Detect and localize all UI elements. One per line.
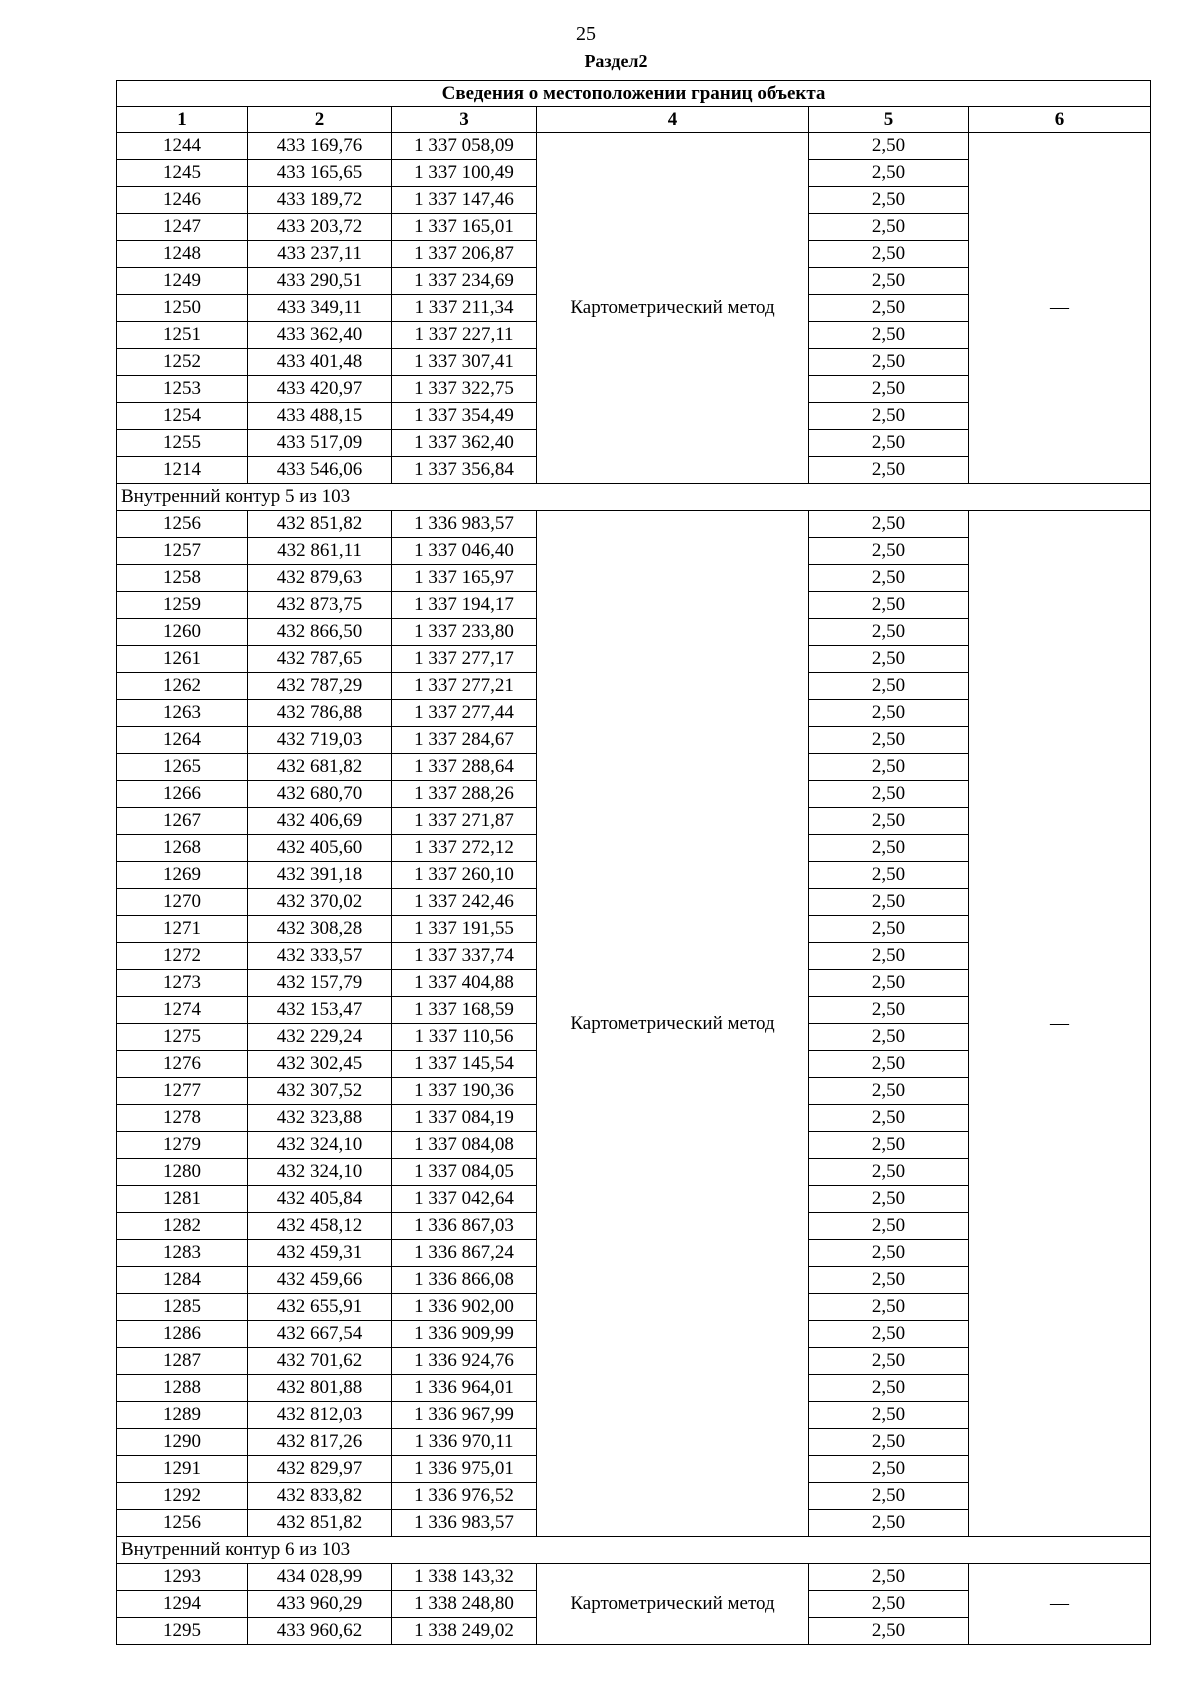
y-coordinate-cell: 1 336 983,57: [392, 511, 537, 538]
accuracy-cell: 2,50: [809, 1051, 969, 1078]
x-coordinate-cell: 433 960,62: [248, 1618, 392, 1645]
column-6-cell: —: [969, 133, 1151, 484]
x-coordinate-cell: 432 323,88: [248, 1105, 392, 1132]
point-number-cell: 1253: [117, 376, 248, 403]
accuracy-cell: 2,50: [809, 538, 969, 565]
x-coordinate-cell: 432 861,11: [248, 538, 392, 565]
point-number-cell: 1284: [117, 1267, 248, 1294]
y-coordinate-cell: 1 337 337,74: [392, 943, 537, 970]
y-coordinate-cell: 1 337 272,12: [392, 835, 537, 862]
x-coordinate-cell: 432 458,12: [248, 1213, 392, 1240]
accuracy-cell: 2,50: [809, 1213, 969, 1240]
x-coordinate-cell: 433 401,48: [248, 349, 392, 376]
x-coordinate-cell: 432 655,91: [248, 1294, 392, 1321]
x-coordinate-cell: 433 290,51: [248, 268, 392, 295]
point-number-cell: 1246: [117, 187, 248, 214]
accuracy-cell: 2,50: [809, 1429, 969, 1456]
accuracy-cell: 2,50: [809, 1240, 969, 1267]
point-number-cell: 1272: [117, 943, 248, 970]
x-coordinate-cell: 432 308,28: [248, 916, 392, 943]
accuracy-cell: 2,50: [809, 646, 969, 673]
y-coordinate-cell: 1 337 084,08: [392, 1132, 537, 1159]
column-6-cell: —: [969, 1564, 1151, 1645]
point-number-cell: 1285: [117, 1294, 248, 1321]
accuracy-cell: 2,50: [809, 376, 969, 403]
x-coordinate-cell: 434 028,99: [248, 1564, 392, 1591]
column-number: 6: [969, 107, 1151, 133]
y-coordinate-cell: 1 337 168,59: [392, 997, 537, 1024]
x-coordinate-cell: 432 459,31: [248, 1240, 392, 1267]
accuracy-cell: 2,50: [809, 1267, 969, 1294]
accuracy-cell: 2,50: [809, 700, 969, 727]
accuracy-cell: 2,50: [809, 430, 969, 457]
point-number-cell: 1286: [117, 1321, 248, 1348]
point-number-cell: 1258: [117, 565, 248, 592]
x-coordinate-cell: 433 488,15: [248, 403, 392, 430]
y-coordinate-cell: 1 336 964,01: [392, 1375, 537, 1402]
x-coordinate-cell: 432 719,03: [248, 727, 392, 754]
y-coordinate-cell: 1 337 307,41: [392, 349, 537, 376]
x-coordinate-cell: 432 405,60: [248, 835, 392, 862]
x-coordinate-cell: 432 302,45: [248, 1051, 392, 1078]
y-coordinate-cell: 1 337 277,21: [392, 673, 537, 700]
y-coordinate-cell: 1 336 983,57: [392, 1510, 537, 1537]
accuracy-cell: 2,50: [809, 457, 969, 484]
accuracy-cell: 2,50: [809, 322, 969, 349]
x-coordinate-cell: 432 701,62: [248, 1348, 392, 1375]
contour-label: Внутренний контур 6 из 103: [117, 1537, 1151, 1564]
page-number: 25: [576, 23, 596, 45]
accuracy-cell: 2,50: [809, 943, 969, 970]
y-coordinate-cell: 1 337 046,40: [392, 538, 537, 565]
accuracy-cell: 2,50: [809, 1375, 969, 1402]
point-number-cell: 1279: [117, 1132, 248, 1159]
point-number-cell: 1281: [117, 1186, 248, 1213]
y-coordinate-cell: 1 337 042,64: [392, 1186, 537, 1213]
y-coordinate-cell: 1 337 354,49: [392, 403, 537, 430]
point-number-cell: 1290: [117, 1429, 248, 1456]
y-coordinate-cell: 1 337 191,55: [392, 916, 537, 943]
x-coordinate-cell: 433 169,76: [248, 133, 392, 160]
point-number-cell: 1244: [117, 133, 248, 160]
point-number-cell: 1273: [117, 970, 248, 997]
accuracy-cell: 2,50: [809, 1456, 969, 1483]
y-coordinate-cell: 1 337 190,36: [392, 1078, 537, 1105]
point-number-cell: 1271: [117, 916, 248, 943]
x-coordinate-cell: 432 851,82: [248, 1510, 392, 1537]
x-coordinate-cell: 432 307,52: [248, 1078, 392, 1105]
y-coordinate-cell: 1 337 322,75: [392, 376, 537, 403]
point-number-cell: 1256: [117, 511, 248, 538]
x-coordinate-cell: 433 237,11: [248, 241, 392, 268]
point-number-cell: 1266: [117, 781, 248, 808]
x-coordinate-cell: 432 324,10: [248, 1159, 392, 1186]
accuracy-cell: 2,50: [809, 889, 969, 916]
y-coordinate-cell: 1 337 084,19: [392, 1105, 537, 1132]
y-coordinate-cell: 1 337 356,84: [392, 457, 537, 484]
y-coordinate-cell: 1 337 284,67: [392, 727, 537, 754]
point-number-cell: 1262: [117, 673, 248, 700]
column-number: 3: [392, 107, 537, 133]
column-number: 4: [537, 107, 809, 133]
point-number-cell: 1278: [117, 1105, 248, 1132]
accuracy-cell: 2,50: [809, 133, 969, 160]
point-number-cell: 1289: [117, 1402, 248, 1429]
y-coordinate-cell: 1 336 967,99: [392, 1402, 537, 1429]
y-coordinate-cell: 1 338 143,32: [392, 1564, 537, 1591]
y-coordinate-cell: 1 337 211,34: [392, 295, 537, 322]
point-number-cell: 1293: [117, 1564, 248, 1591]
x-coordinate-cell: 432 787,29: [248, 673, 392, 700]
point-number-cell: 1283: [117, 1240, 248, 1267]
x-coordinate-cell: 432 873,75: [248, 592, 392, 619]
accuracy-cell: 2,50: [809, 970, 969, 997]
table-row: [117, 133, 1151, 160]
x-coordinate-cell: 433 960,29: [248, 1591, 392, 1618]
accuracy-cell: 2,50: [809, 997, 969, 1024]
point-number-cell: 1264: [117, 727, 248, 754]
table-caption-row: [117, 81, 1151, 107]
table-caption: Сведения о местоположении границ объекта: [117, 81, 1151, 107]
x-coordinate-cell: 432 817,26: [248, 1429, 392, 1456]
y-coordinate-cell: 1 337 277,17: [392, 646, 537, 673]
accuracy-cell: 2,50: [809, 187, 969, 214]
point-number-cell: 1250: [117, 295, 248, 322]
point-number-cell: 1291: [117, 1456, 248, 1483]
y-coordinate-cell: 1 337 165,01: [392, 214, 537, 241]
y-coordinate-cell: 1 337 288,26: [392, 781, 537, 808]
accuracy-cell: 2,50: [809, 1402, 969, 1429]
accuracy-cell: 2,50: [809, 916, 969, 943]
y-coordinate-cell: 1 337 277,44: [392, 700, 537, 727]
accuracy-cell: 2,50: [809, 403, 969, 430]
x-coordinate-cell: 432 370,02: [248, 889, 392, 916]
x-coordinate-cell: 433 420,97: [248, 376, 392, 403]
point-number-cell: 1252: [117, 349, 248, 376]
x-coordinate-cell: 432 153,47: [248, 997, 392, 1024]
accuracy-cell: 2,50: [809, 349, 969, 376]
accuracy-cell: 2,50: [809, 1564, 969, 1591]
accuracy-cell: 2,50: [809, 808, 969, 835]
point-number-cell: 1254: [117, 403, 248, 430]
x-coordinate-cell: 432 157,79: [248, 970, 392, 997]
point-number-cell: 1259: [117, 592, 248, 619]
y-coordinate-cell: 1 336 976,52: [392, 1483, 537, 1510]
y-coordinate-cell: 1 336 970,11: [392, 1429, 537, 1456]
accuracy-cell: 2,50: [809, 268, 969, 295]
accuracy-cell: 2,50: [809, 592, 969, 619]
x-coordinate-cell: 432 681,82: [248, 754, 392, 781]
x-coordinate-cell: 432 866,50: [248, 619, 392, 646]
table-row: [117, 511, 1151, 538]
point-number-cell: 1247: [117, 214, 248, 241]
y-coordinate-cell: 1 337 288,64: [392, 754, 537, 781]
y-coordinate-cell: 1 337 194,17: [392, 592, 537, 619]
column-6-cell: —: [969, 511, 1151, 1537]
column-number: 2: [248, 107, 392, 133]
x-coordinate-cell: 432 405,84: [248, 1186, 392, 1213]
y-coordinate-cell: 1 337 110,56: [392, 1024, 537, 1051]
x-coordinate-cell: 432 812,03: [248, 1402, 392, 1429]
accuracy-cell: 2,50: [809, 1294, 969, 1321]
x-coordinate-cell: 432 833,82: [248, 1483, 392, 1510]
accuracy-cell: 2,50: [809, 1024, 969, 1051]
accuracy-cell: 2,50: [809, 1159, 969, 1186]
accuracy-cell: 2,50: [809, 511, 969, 538]
point-number-cell: 1269: [117, 862, 248, 889]
contour-label: Внутренний контур 5 из 103: [117, 484, 1151, 511]
x-coordinate-cell: 433 165,65: [248, 160, 392, 187]
x-coordinate-cell: 432 391,18: [248, 862, 392, 889]
y-coordinate-cell: 1 336 867,24: [392, 1240, 537, 1267]
y-coordinate-cell: 1 337 100,49: [392, 160, 537, 187]
point-number-cell: 1270: [117, 889, 248, 916]
point-number-cell: 1249: [117, 268, 248, 295]
accuracy-cell: 2,50: [809, 781, 969, 808]
accuracy-cell: 2,50: [809, 214, 969, 241]
y-coordinate-cell: 1 338 249,02: [392, 1618, 537, 1645]
x-coordinate-cell: 432 851,82: [248, 511, 392, 538]
point-number-cell: 1267: [117, 808, 248, 835]
point-number-cell: 1265: [117, 754, 248, 781]
point-number-cell: 1256: [117, 1510, 248, 1537]
contour-header-row: [117, 484, 1151, 511]
point-number-cell: 1214: [117, 457, 248, 484]
y-coordinate-cell: 1 337 260,10: [392, 862, 537, 889]
accuracy-cell: 2,50: [809, 1591, 969, 1618]
y-coordinate-cell: 1 336 866,08: [392, 1267, 537, 1294]
point-number-cell: 1261: [117, 646, 248, 673]
y-coordinate-cell: 1 337 145,54: [392, 1051, 537, 1078]
point-number-cell: 1276: [117, 1051, 248, 1078]
y-coordinate-cell: 1 338 248,80: [392, 1591, 537, 1618]
y-coordinate-cell: 1 336 909,99: [392, 1321, 537, 1348]
method-cell: Картометрический метод: [537, 511, 809, 1537]
accuracy-cell: 2,50: [809, 1132, 969, 1159]
accuracy-cell: 2,50: [809, 295, 969, 322]
point-number-cell: 1248: [117, 241, 248, 268]
x-coordinate-cell: 433 203,72: [248, 214, 392, 241]
x-coordinate-cell: 433 517,09: [248, 430, 392, 457]
accuracy-cell: 2,50: [809, 1510, 969, 1537]
column-number: 5: [809, 107, 969, 133]
point-number-cell: 1268: [117, 835, 248, 862]
accuracy-cell: 2,50: [809, 1105, 969, 1132]
point-number-cell: 1275: [117, 1024, 248, 1051]
accuracy-cell: 2,50: [809, 754, 969, 781]
y-coordinate-cell: 1 337 233,80: [392, 619, 537, 646]
y-coordinate-cell: 1 336 867,03: [392, 1213, 537, 1240]
accuracy-cell: 2,50: [809, 241, 969, 268]
x-coordinate-cell: 432 667,54: [248, 1321, 392, 1348]
point-number-cell: 1257: [117, 538, 248, 565]
method-cell: Картометрический метод: [537, 133, 809, 484]
point-number-cell: 1282: [117, 1213, 248, 1240]
point-number-cell: 1288: [117, 1375, 248, 1402]
point-number-cell: 1292: [117, 1483, 248, 1510]
x-coordinate-cell: 432 801,88: [248, 1375, 392, 1402]
section-title: Раздел2: [584, 51, 648, 71]
x-coordinate-cell: 432 879,63: [248, 565, 392, 592]
column-number-row: [117, 107, 1151, 133]
y-coordinate-cell: 1 337 271,87: [392, 808, 537, 835]
contour-header-row: [117, 1537, 1151, 1564]
x-coordinate-cell: 432 324,10: [248, 1132, 392, 1159]
y-coordinate-cell: 1 337 147,46: [392, 187, 537, 214]
x-coordinate-cell: 432 787,65: [248, 646, 392, 673]
x-coordinate-cell: 433 189,72: [248, 187, 392, 214]
method-cell: Картометрический метод: [537, 1564, 809, 1645]
x-coordinate-cell: 432 229,24: [248, 1024, 392, 1051]
point-number-cell: 1280: [117, 1159, 248, 1186]
y-coordinate-cell: 1 336 902,00: [392, 1294, 537, 1321]
accuracy-cell: 2,50: [809, 1483, 969, 1510]
y-coordinate-cell: 1 336 924,76: [392, 1348, 537, 1375]
y-coordinate-cell: 1 337 242,46: [392, 889, 537, 916]
x-coordinate-cell: 433 362,40: [248, 322, 392, 349]
y-coordinate-cell: 1 337 234,69: [392, 268, 537, 295]
accuracy-cell: 2,50: [809, 862, 969, 889]
point-number-cell: 1274: [117, 997, 248, 1024]
point-number-cell: 1287: [117, 1348, 248, 1375]
y-coordinate-cell: 1 337 362,40: [392, 430, 537, 457]
x-coordinate-cell: 433 349,11: [248, 295, 392, 322]
x-coordinate-cell: 432 680,70: [248, 781, 392, 808]
x-coordinate-cell: 433 546,06: [248, 457, 392, 484]
accuracy-cell: 2,50: [809, 160, 969, 187]
column-number: 1: [117, 107, 248, 133]
y-coordinate-cell: 1 337 084,05: [392, 1159, 537, 1186]
point-number-cell: 1251: [117, 322, 248, 349]
accuracy-cell: 2,50: [809, 835, 969, 862]
accuracy-cell: 2,50: [809, 1186, 969, 1213]
table-row: [117, 1564, 1151, 1591]
boundary-coordinates-table: [116, 80, 1151, 1645]
accuracy-cell: 2,50: [809, 619, 969, 646]
x-coordinate-cell: 432 333,57: [248, 943, 392, 970]
point-number-cell: 1255: [117, 430, 248, 457]
y-coordinate-cell: 1 337 404,88: [392, 970, 537, 997]
point-number-cell: 1245: [117, 160, 248, 187]
x-coordinate-cell: 432 406,69: [248, 808, 392, 835]
x-coordinate-cell: 432 829,97: [248, 1456, 392, 1483]
y-coordinate-cell: 1 337 206,87: [392, 241, 537, 268]
point-number-cell: 1260: [117, 619, 248, 646]
y-coordinate-cell: 1 337 058,09: [392, 133, 537, 160]
point-number-cell: 1294: [117, 1591, 248, 1618]
y-coordinate-cell: 1 336 975,01: [392, 1456, 537, 1483]
accuracy-cell: 2,50: [809, 1618, 969, 1645]
x-coordinate-cell: 432 459,66: [248, 1267, 392, 1294]
accuracy-cell: 2,50: [809, 1321, 969, 1348]
accuracy-cell: 2,50: [809, 727, 969, 754]
x-coordinate-cell: 432 786,88: [248, 700, 392, 727]
point-number-cell: 1263: [117, 700, 248, 727]
accuracy-cell: 2,50: [809, 1348, 969, 1375]
point-number-cell: 1277: [117, 1078, 248, 1105]
y-coordinate-cell: 1 337 165,97: [392, 565, 537, 592]
accuracy-cell: 2,50: [809, 673, 969, 700]
accuracy-cell: 2,50: [809, 1078, 969, 1105]
y-coordinate-cell: 1 337 227,11: [392, 322, 537, 349]
accuracy-cell: 2,50: [809, 565, 969, 592]
point-number-cell: 1295: [117, 1618, 248, 1645]
